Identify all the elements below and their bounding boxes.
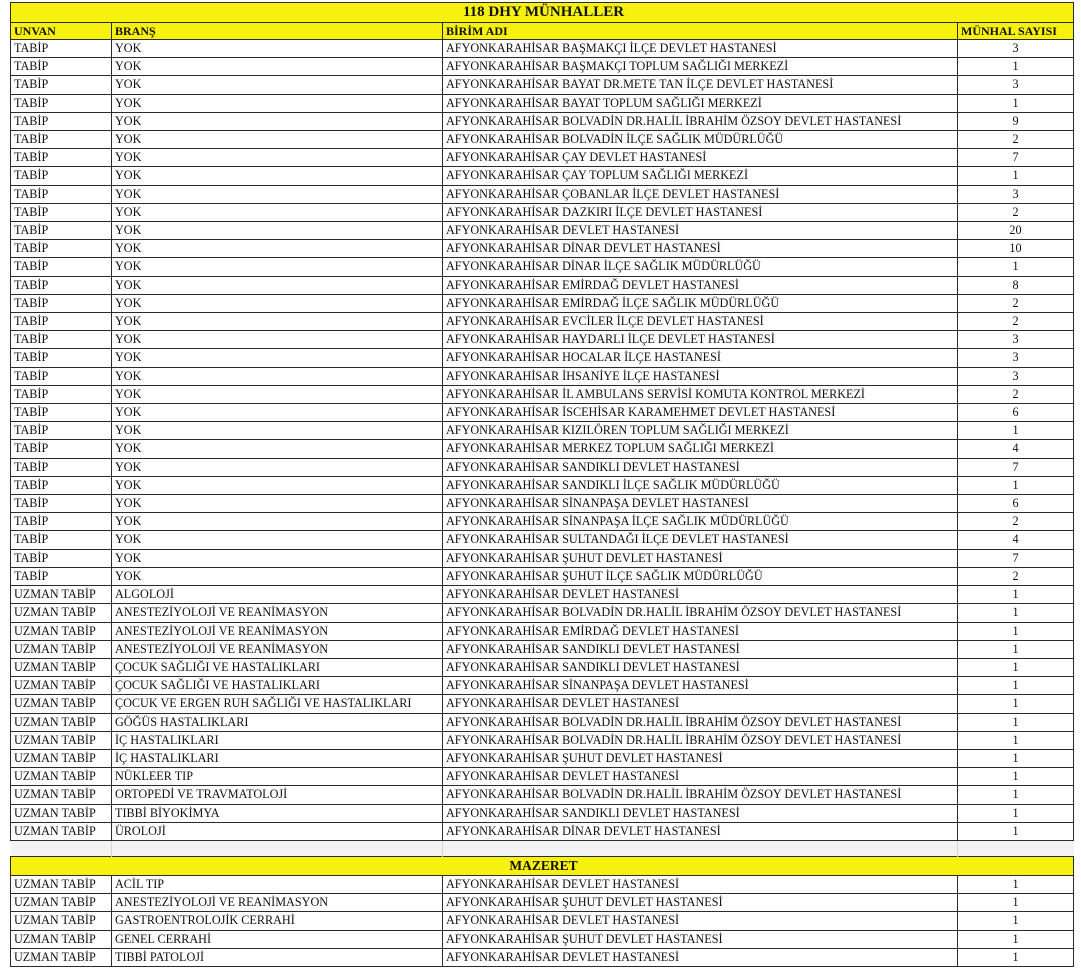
unvan-cell: TABİP: [11, 185, 112, 203]
unvan-cell: UZMAN TABİP: [11, 677, 112, 695]
birim-cell: AFYONKARAHİSAR İHSANİYE İLÇE HASTANESİ: [443, 367, 958, 385]
birim-cell: AFYONKARAHİSAR BAŞMAKÇI İLÇE DEVLET HASTANESİ: [443, 40, 958, 58]
unvan-cell: TABİP: [11, 167, 112, 185]
table-row: [11, 622, 1074, 640]
table-row: [11, 258, 1074, 276]
unvan-cell: UZMAN TABİP: [11, 894, 112, 912]
birim-cell: AFYONKARAHİSAR SANDIKLI İLÇE SAĞLIK MÜDÜRLÜĞÜ: [443, 476, 958, 494]
unvan-cell: TABİP: [11, 203, 112, 221]
birim-cell: AFYONKARAHİSAR DEVLET HASTANESİ: [443, 768, 958, 786]
unvan-cell: TABİP: [11, 258, 112, 276]
table-row: [11, 349, 1074, 367]
munhal-sayisi-cell: 1: [958, 94, 1074, 112]
table-row: [11, 640, 1074, 658]
brans-cell: YOK: [112, 240, 443, 258]
table-row: [11, 894, 1074, 912]
table-row: [11, 185, 1074, 203]
munhal-sayisi-cell: 2: [958, 567, 1074, 585]
brans-cell: YOK: [112, 185, 443, 203]
munhal-table: [10, 2, 1074, 967]
unvan-cell: TABİP: [11, 112, 112, 130]
table-row: [11, 203, 1074, 221]
mazeret-header-row: [11, 856, 1074, 875]
birim-cell: AFYONKARAHİSAR İL AMBULANS SERVİSİ KOMUTA KONTROL MERKEZİ: [443, 385, 958, 403]
header-birim: BİRİM ADI: [443, 23, 958, 40]
table-row: [11, 731, 1074, 749]
munhal-sayisi-cell: 1: [958, 804, 1074, 822]
unvan-cell: TABİP: [11, 276, 112, 294]
birim-cell: AFYONKARAHİSAR EMİRDAĞ DEVLET HASTANESİ: [443, 622, 958, 640]
munhal-sayisi-cell: 7: [958, 549, 1074, 567]
birim-cell: AFYONKARAHİSAR BOLVADİN DR.HALİL İBRAHİM ÖZSOY DEVLET HASTANESİ: [443, 731, 958, 749]
brans-cell: TIBBİ BİYOKİMYA: [112, 804, 443, 822]
table-row: [11, 586, 1074, 604]
unvan-cell: UZMAN TABİP: [11, 768, 112, 786]
birim-cell: AFYONKARAHİSAR DEVLET HASTANESİ: [443, 586, 958, 604]
birim-cell: AFYONKARAHİSAR DİNAR DEVLET HASTANESİ: [443, 240, 958, 258]
brans-cell: NÜKLEER TIP: [112, 768, 443, 786]
birim-cell: AFYONKARAHİSAR BOLVADİN DR.HALİL İBRAHİM ÖZSOY DEVLET HASTANESİ: [443, 604, 958, 622]
munhal-sayisi-cell: 2: [958, 385, 1074, 403]
munhal-sayisi-cell: 1: [958, 58, 1074, 76]
brans-cell: ÇOCUK SAĞLIĞI VE HASTALIKLARI: [112, 658, 443, 676]
munhal-sayisi-cell: 3: [958, 185, 1074, 203]
table-row: [11, 531, 1074, 549]
table-row: [11, 567, 1074, 585]
birim-cell: AFYONKARAHİSAR ÇAY DEVLET HASTANESİ: [443, 149, 958, 167]
table-row: [11, 331, 1074, 349]
table-row: [11, 948, 1074, 966]
munhal-sheet: [10, 2, 1073, 967]
unvan-cell: TABİP: [11, 531, 112, 549]
table-row: [11, 294, 1074, 312]
brans-cell: YOK: [112, 331, 443, 349]
unvan-cell: UZMAN TABİP: [11, 695, 112, 713]
munhal-sayisi-cell: 4: [958, 531, 1074, 549]
brans-cell: ÇOCUK SAĞLIĞI VE HASTALIKLARI: [112, 677, 443, 695]
munhal-sayisi-cell: 8: [958, 276, 1074, 294]
header-brans: BRANŞ: [112, 23, 443, 40]
table-row: [11, 313, 1074, 331]
birim-cell: AFYONKARAHİSAR SİNANPAŞA DEVLET HASTANESİ: [443, 495, 958, 513]
brans-cell: GASTROENTROLOJİK CERRAHİ: [112, 912, 443, 930]
munhal-sayisi-cell: 6: [958, 404, 1074, 422]
birim-cell: AFYONKARAHİSAR SİNANPAŞA İLÇE SAĞLIK MÜDÜRLÜĞÜ: [443, 513, 958, 531]
sheet-title: 118 DHY MÜNHALLER: [11, 3, 1074, 23]
unvan-cell: UZMAN TABİP: [11, 912, 112, 930]
table-row: [11, 131, 1074, 149]
munhal-sayisi-cell: 3: [958, 331, 1074, 349]
birim-cell: AFYONKARAHİSAR DAZKIRI İLÇE DEVLET HASTANESİ: [443, 203, 958, 221]
munhal-sayisi-cell: 1: [958, 875, 1074, 893]
table-row: [11, 222, 1074, 240]
birim-cell: AFYONKARAHİSAR SANDIKLI DEVLET HASTANESİ: [443, 640, 958, 658]
birim-cell: AFYONKARAHİSAR DEVLET HASTANESİ: [443, 912, 958, 930]
table-row: [11, 58, 1074, 76]
brans-cell: YOK: [112, 385, 443, 403]
birim-cell: AFYONKARAHİSAR ŞUHUT DEVLET HASTANESİ: [443, 930, 958, 948]
munhal-sayisi-cell: 7: [958, 458, 1074, 476]
spacer-row: [11, 840, 1074, 856]
table-row: [11, 695, 1074, 713]
unvan-cell: TABİP: [11, 222, 112, 240]
brans-cell: ACİL TIP: [112, 875, 443, 893]
title-row: [11, 3, 1074, 23]
brans-cell: YOK: [112, 476, 443, 494]
birim-cell: AFYONKARAHİSAR EMİRDAĞ İLÇE SAĞLIK MÜDÜRLÜĞÜ: [443, 294, 958, 312]
birim-cell: AFYONKARAHİSAR BOLVADİN DR.HALİL İBRAHİM ÖZSOY DEVLET HASTANESİ: [443, 713, 958, 731]
unvan-cell: TABİP: [11, 149, 112, 167]
birim-cell: AFYONKARAHİSAR DEVLET HASTANESİ: [443, 875, 958, 893]
brans-cell: ALGOLOJİ: [112, 586, 443, 604]
unvan-cell: TABİP: [11, 294, 112, 312]
munhal-sayisi-cell: 3: [958, 349, 1074, 367]
munhal-sayisi-cell: 1: [958, 713, 1074, 731]
munhal-sayisi-cell: 1: [958, 912, 1074, 930]
unvan-cell: TABİP: [11, 404, 112, 422]
table-row: [11, 385, 1074, 403]
munhal-sayisi-cell: 1: [958, 930, 1074, 948]
brans-cell: YOK: [112, 404, 443, 422]
unvan-cell: TABİP: [11, 476, 112, 494]
brans-cell: YOK: [112, 440, 443, 458]
birim-cell: AFYONKARAHİSAR BOLVADİN DR.HALİL İBRAHİM ÖZSOY DEVLET HASTANESİ: [443, 112, 958, 130]
unvan-cell: UZMAN TABİP: [11, 822, 112, 840]
munhal-sayisi-cell: 1: [958, 604, 1074, 622]
table-row: [11, 549, 1074, 567]
table-row: [11, 240, 1074, 258]
table-row: [11, 94, 1074, 112]
brans-cell: ÇOCUK VE ERGEN RUH SAĞLIĞI VE HASTALIKLARI: [112, 695, 443, 713]
brans-cell: ANESTEZİYOLOJİ VE REANİMASYON: [112, 604, 443, 622]
brans-cell: GENEL CERRAHİ: [112, 930, 443, 948]
table-row: [11, 276, 1074, 294]
table-row: [11, 713, 1074, 731]
birim-cell: AFYONKARAHİSAR BOLVADİN DR.HALİL İBRAHİM ÖZSOY DEVLET HASTANESİ: [443, 786, 958, 804]
birim-cell: AFYONKARAHİSAR SANDIKLI DEVLET HASTANESİ: [443, 658, 958, 676]
brans-cell: ANESTEZİYOLOJİ VE REANİMASYON: [112, 640, 443, 658]
unvan-cell: UZMAN TABİP: [11, 586, 112, 604]
brans-cell: YOK: [112, 495, 443, 513]
birim-cell: AFYONKARAHİSAR SULTANDAĞI İLÇE DEVLET HASTANESİ: [443, 531, 958, 549]
brans-cell: YOK: [112, 40, 443, 58]
table-row: [11, 658, 1074, 676]
unvan-cell: TABİP: [11, 76, 112, 94]
unvan-cell: TABİP: [11, 131, 112, 149]
unvan-cell: UZMAN TABİP: [11, 749, 112, 767]
brans-cell: YOK: [112, 112, 443, 130]
brans-cell: YOK: [112, 58, 443, 76]
birim-cell: AFYONKARAHİSAR ŞUHUT DEVLET HASTANESİ: [443, 894, 958, 912]
unvan-cell: TABİP: [11, 367, 112, 385]
unvan-cell: TABİP: [11, 458, 112, 476]
table-row: [11, 404, 1074, 422]
munhal-sayisi-cell: 1: [958, 731, 1074, 749]
munhal-sayisi-cell: 1: [958, 786, 1074, 804]
brans-cell: YOK: [112, 313, 443, 331]
munhal-sayisi-cell: 3: [958, 367, 1074, 385]
table-row: [11, 76, 1074, 94]
birim-cell: AFYONKARAHİSAR KIZILÖREN TOPLUM SAĞLIĞI MERKEZİ: [443, 422, 958, 440]
unvan-cell: TABİP: [11, 567, 112, 585]
unvan-cell: TABİP: [11, 422, 112, 440]
table-row: [11, 513, 1074, 531]
munhal-sayisi-cell: 1: [958, 677, 1074, 695]
unvan-cell: UZMAN TABİP: [11, 948, 112, 966]
unvan-cell: TABİP: [11, 385, 112, 403]
brans-cell: ANESTEZİYOLOJİ VE REANİMASYON: [112, 894, 443, 912]
brans-cell: İÇ HASTALIKLARI: [112, 749, 443, 767]
munhal-sayisi-cell: 6: [958, 495, 1074, 513]
munhal-sayisi-cell: 1: [958, 695, 1074, 713]
birim-cell: AFYONKARAHİSAR ÇOBANLAR İLÇE DEVLET HASTANESİ: [443, 185, 958, 203]
birim-cell: AFYONKARAHİSAR EMİRDAĞ DEVLET HASTANESİ: [443, 276, 958, 294]
unvan-cell: TABİP: [11, 94, 112, 112]
brans-cell: İÇ HASTALIKLARI: [112, 731, 443, 749]
table-row: [11, 822, 1074, 840]
table-row: [11, 749, 1074, 767]
unvan-cell: TABİP: [11, 240, 112, 258]
birim-cell: AFYONKARAHİSAR DEVLET HASTANESİ: [443, 948, 958, 966]
birim-cell: AFYONKARAHİSAR BAYAT TOPLUM SAĞLIĞI MERKEZİ: [443, 94, 958, 112]
brans-cell: ORTOPEDİ VE TRAVMATOLOJİ: [112, 786, 443, 804]
birim-cell: AFYONKARAHİSAR SİNANPAŞA DEVLET HASTANESİ: [443, 677, 958, 695]
unvan-cell: UZMAN TABİP: [11, 640, 112, 658]
brans-cell: YOK: [112, 203, 443, 221]
unvan-cell: UZMAN TABİP: [11, 622, 112, 640]
brans-cell: YOK: [112, 294, 443, 312]
unvan-cell: UZMAN TABİP: [11, 786, 112, 804]
munhal-sayisi-cell: 3: [958, 40, 1074, 58]
brans-cell: YOK: [112, 458, 443, 476]
unvan-cell: UZMAN TABİP: [11, 930, 112, 948]
brans-cell: YOK: [112, 222, 443, 240]
table-row: [11, 768, 1074, 786]
unvan-cell: UZMAN TABİP: [11, 604, 112, 622]
table-row: [11, 367, 1074, 385]
table-row: [11, 458, 1074, 476]
table-row: [11, 149, 1074, 167]
munhal-sayisi-cell: 2: [958, 131, 1074, 149]
unvan-cell: UZMAN TABİP: [11, 804, 112, 822]
table-row: [11, 677, 1074, 695]
munhal-sayisi-cell: 10: [958, 240, 1074, 258]
table-row: [11, 167, 1074, 185]
unvan-cell: UZMAN TABİP: [11, 875, 112, 893]
mazeret-title: MAZERET: [11, 856, 1074, 875]
header-unvan: UNVAN: [11, 23, 112, 40]
empty-cell: [11, 840, 112, 856]
birim-cell: AFYONKARAHİSAR DEVLET HASTANESİ: [443, 695, 958, 713]
munhal-sayisi-cell: 1: [958, 658, 1074, 676]
birim-cell: AFYONKARAHİSAR HOCALAR İLÇE HASTANESİ: [443, 349, 958, 367]
birim-cell: AFYONKARAHİSAR ÇAY TOPLUM SAĞLIĞI MERKEZİ: [443, 167, 958, 185]
munhal-sayisi-cell: 1: [958, 622, 1074, 640]
table-row: [11, 786, 1074, 804]
brans-cell: YOK: [112, 422, 443, 440]
munhal-sayisi-cell: 7: [958, 149, 1074, 167]
munhal-sayisi-cell: 1: [958, 640, 1074, 658]
birim-cell: AFYONKARAHİSAR SANDIKLI DEVLET HASTANESİ: [443, 458, 958, 476]
birim-cell: AFYONKARAHİSAR ŞUHUT DEVLET HASTANESİ: [443, 749, 958, 767]
brans-cell: YOK: [112, 276, 443, 294]
unvan-cell: TABİP: [11, 331, 112, 349]
brans-cell: YOK: [112, 367, 443, 385]
table-row: [11, 422, 1074, 440]
brans-cell: YOK: [112, 513, 443, 531]
birim-cell: AFYONKARAHİSAR BAŞMAKÇI TOPLUM SAĞLIĞI MERKEZİ: [443, 58, 958, 76]
brans-cell: YOK: [112, 94, 443, 112]
birim-cell: AFYONKARAHİSAR DİNAR DEVLET HASTANESİ: [443, 822, 958, 840]
brans-cell: ANESTEZİYOLOJİ VE REANİMASYON: [112, 622, 443, 640]
munhal-sayisi-cell: 3: [958, 76, 1074, 94]
empty-cell: [443, 840, 958, 856]
birim-cell: AFYONKARAHİSAR ŞUHUT DEVLET HASTANESİ: [443, 549, 958, 567]
birim-cell: AFYONKARAHİSAR DEVLET HASTANESİ: [443, 222, 958, 240]
munhal-sayisi-cell: 2: [958, 313, 1074, 331]
table-row: [11, 40, 1074, 58]
birim-cell: AFYONKARAHİSAR EVCİLER İLÇE DEVLET HASTANESİ: [443, 313, 958, 331]
brans-cell: YOK: [112, 567, 443, 585]
brans-cell: YOK: [112, 258, 443, 276]
brans-cell: YOK: [112, 549, 443, 567]
table-row: [11, 604, 1074, 622]
unvan-cell: UZMAN TABİP: [11, 731, 112, 749]
unvan-cell: TABİP: [11, 549, 112, 567]
birim-cell: AFYONKARAHİSAR HAYDARLI İLÇE DEVLET HASTANESİ: [443, 331, 958, 349]
table-row: [11, 912, 1074, 930]
brans-cell: TIBBİ PATOLOJİ: [112, 948, 443, 966]
birim-cell: AFYONKARAHİSAR BOLVADİN İLÇE SAĞLIK MÜDÜRLÜĞÜ: [443, 131, 958, 149]
brans-cell: YOK: [112, 149, 443, 167]
unvan-cell: UZMAN TABİP: [11, 658, 112, 676]
munhal-sayisi-cell: 1: [958, 768, 1074, 786]
brans-cell: YOK: [112, 349, 443, 367]
table-row: [11, 804, 1074, 822]
unvan-cell: TABİP: [11, 313, 112, 331]
munhal-sayisi-cell: 1: [958, 167, 1074, 185]
munhal-sayisi-cell: 9: [958, 112, 1074, 130]
brans-cell: YOK: [112, 531, 443, 549]
unvan-cell: TABİP: [11, 495, 112, 513]
table-row: [11, 440, 1074, 458]
munhal-sayisi-cell: 1: [958, 422, 1074, 440]
header-row: [11, 23, 1074, 40]
unvan-cell: TABİP: [11, 58, 112, 76]
unvan-cell: TABİP: [11, 440, 112, 458]
empty-cell: [958, 840, 1074, 856]
munhal-sayisi-cell: 1: [958, 822, 1074, 840]
brans-cell: ÜROLOJİ: [112, 822, 443, 840]
header-munhal-sayisi: MÜNHAL SAYISI: [958, 23, 1074, 40]
brans-cell: YOK: [112, 76, 443, 94]
munhal-sayisi-cell: 2: [958, 294, 1074, 312]
brans-cell: YOK: [112, 131, 443, 149]
brans-cell: YOK: [112, 167, 443, 185]
munhal-sayisi-cell: 1: [958, 894, 1074, 912]
unvan-cell: TABİP: [11, 513, 112, 531]
table-row: [11, 930, 1074, 948]
table-row: [11, 875, 1074, 893]
munhal-sayisi-cell: 2: [958, 513, 1074, 531]
munhal-sayisi-cell: 1: [958, 749, 1074, 767]
munhal-sayisi-cell: 2: [958, 203, 1074, 221]
birim-cell: AFYONKARAHİSAR BAYAT DR.METE TAN İLÇE DEVLET HASTANESİ: [443, 76, 958, 94]
empty-cell: [112, 840, 443, 856]
munhal-sayisi-cell: 1: [958, 586, 1074, 604]
birim-cell: AFYONKARAHİSAR SANDIKLI DEVLET HASTANESİ: [443, 804, 958, 822]
birim-cell: AFYONKARAHİSAR MERKEZ TOPLUM SAĞLIĞI MERKEZİ: [443, 440, 958, 458]
unvan-cell: TABİP: [11, 40, 112, 58]
munhal-sayisi-cell: 1: [958, 258, 1074, 276]
table-row: [11, 495, 1074, 513]
munhal-sayisi-cell: 1: [958, 476, 1074, 494]
munhal-sayisi-cell: 1: [958, 948, 1074, 966]
table-row: [11, 112, 1074, 130]
munhal-sayisi-cell: 20: [958, 222, 1074, 240]
birim-cell: AFYONKARAHİSAR DİNAR İLÇE SAĞLIK MÜDÜRLÜĞÜ: [443, 258, 958, 276]
unvan-cell: TABİP: [11, 349, 112, 367]
birim-cell: AFYONKARAHİSAR İSCEHİSAR KARAMEHMET DEVLET HASTANESİ: [443, 404, 958, 422]
brans-cell: GÖĞÜS HASTALIKLARI: [112, 713, 443, 731]
unvan-cell: UZMAN TABİP: [11, 713, 112, 731]
birim-cell: AFYONKARAHİSAR ŞUHUT İLÇE SAĞLIK MÜDÜRLÜĞÜ: [443, 567, 958, 585]
table-row: [11, 476, 1074, 494]
munhal-sayisi-cell: 4: [958, 440, 1074, 458]
